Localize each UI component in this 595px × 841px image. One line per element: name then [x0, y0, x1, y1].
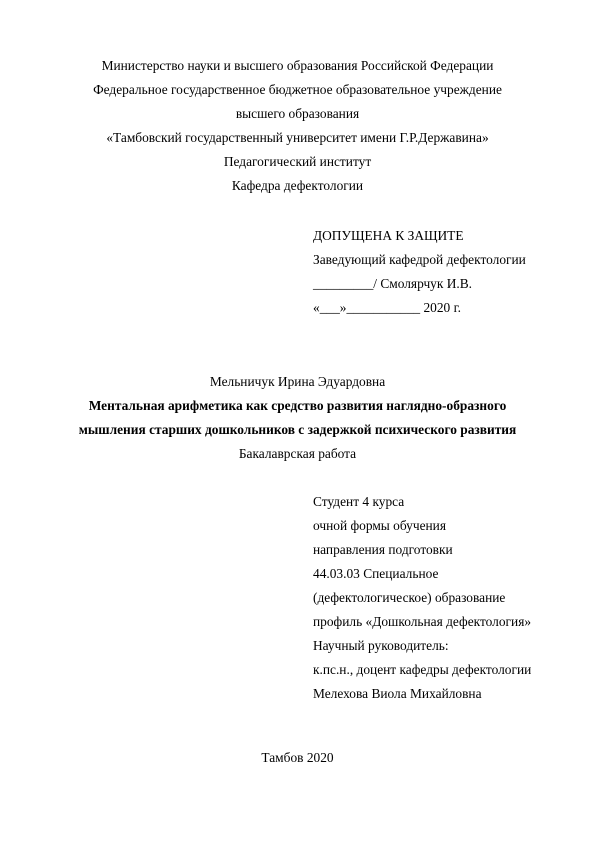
ministry-line: Министерство науки и высшего образования Российской Федерации: [101, 58, 494, 73]
university-name: «Тамбовский государственный университет имени Г.Р.Державина»: [106, 130, 489, 145]
approval-signature: _________/ Смолярчук И.В.: [313, 276, 473, 291]
work-title-line-1: Ментальная арифметика как средство развития наглядно-образного: [88, 398, 507, 413]
student-info-line: (дефектологическое) образование: [313, 590, 506, 605]
student-info-line: профиль «Дошкольная дефектология»: [313, 614, 532, 629]
approval-title: ДОПУЩЕНА К ЗАЩИТЕ: [313, 228, 464, 243]
department-name: Кафедра дефектологии: [231, 178, 364, 193]
student-info-line: Научный руководитель:: [313, 638, 449, 653]
work-type: Бакалаврская работа: [238, 446, 357, 461]
approval-date: «___»___________ 2020 г.: [313, 300, 461, 315]
approval-role: Заведующий кафедрой дефектологии: [313, 252, 526, 267]
institution-line-1: Федеральное государственное бюджетное образовательное учреждение: [93, 82, 502, 97]
institute-name: Педагогический институт: [223, 154, 372, 169]
place-year: Тамбов 2020: [261, 750, 334, 765]
work-title-line-2: мышления старших дошкольников с задержкой психического развития: [78, 422, 517, 437]
student-info-line: к.пс.н., доцент кафедры дефектологии: [313, 662, 532, 677]
author-name: Мельничук Ирина Эдуардовна: [209, 374, 386, 389]
institution-line-2: высшего образования: [235, 106, 360, 121]
student-info-line: направления подготовки: [313, 542, 453, 557]
student-info-line: очной формы обучения: [313, 518, 447, 533]
student-info-line: Студент 4 курса: [313, 494, 405, 509]
student-info-line: Мелехова Виола Михайловна: [313, 686, 482, 701]
student-info-line: 44.03.03 Специальное: [313, 566, 439, 581]
